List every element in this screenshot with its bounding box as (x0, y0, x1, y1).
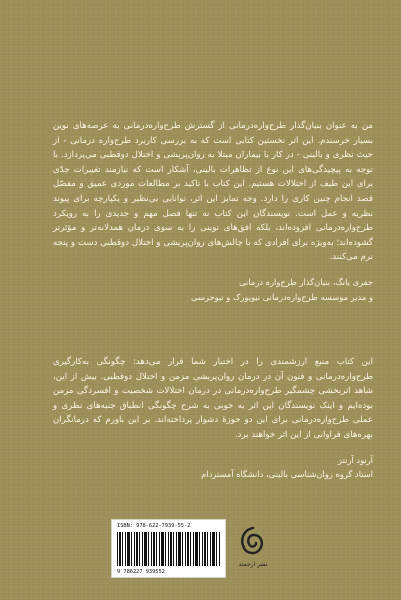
endorsement-author: آرنود آرنتز (338, 454, 373, 465)
isbn-barcode (111, 519, 226, 578)
endorsement-author-role: و مدیر موسسه طرح‌واره‌درمانی نیویورک و نیوجرسی (191, 291, 373, 302)
isbn-label: ISBN: 978-622-7939-55-2 (117, 523, 191, 529)
barcode-digits: 9 786227 939552 (117, 569, 165, 575)
publisher-name: نشر ارجمند (238, 561, 268, 568)
endorsement-text: این کتاب منبع ارزشمندی را در اختیار شما قرار می‌دهد: چگونگی به‌کارگیری طرح‌واره‌درمانی و فنون آن در درمان روان‌پریشی مزمن و اختلال دوقطبی. بیش از این، شاهد اثربخشی چشمگیر طرح‌واره‌درمانی در درمان اختلالات شخصیت و افسردگی مزمن بوده‌ایم و اینک نویسندگان این اثر به خوبی به شرح چگونگی انطباق جنبه‌های نظری و عملی طرح‌واره‌درمانی برای این دو حوزهٔ دشوار پرداخته‌اند. بر این باورم که درمانگران بهره‌های فراوانی از این اثر خواهند برد. (53, 357, 373, 440)
endorsement-author: جفری یانگ، بنیان‌گذار طرح‌واره درمانی (239, 276, 373, 287)
endorsement-text: من به عنوان بنیان‌گذار طرح‌واره‌درمانی از گسترش طرح‌واره‌درمانی به عرصه‌های نوین بسیار خرسندم. این اثر نخستین کتابی است که به بررسی کاربرد طرح‌واره درمانی - از حیث نظری و بالینی - در کار با بیماران مبتلا به روان‌پریشی و اختلال دوقطبی می‌پردازد. با توجه به پیچیدگی‌های این نوع از تظاهرات بالینی، آشکار است که نیازمند تغییرات جدّی برای این طیف از اختلالات هستیم. این کتاب با تاکید بر مطالعات موردی عمیق و مفصّل قصد انجام چنین کاری را دارد. وجه تمایز این اثر، توانایی بی‌نظیر و یکپارچه برای پیوند نظریه و عمل است. نویسندگان این کتاب نه تنها فصل مهم و جدیدی را به رویکرد طرح‌واره‌درمانی افزوده‌اند، بلکه افق‌های نوینی را به سوی درمان همدلانه‌تر و مؤثرتر گشوده‌اند؛ به‌ویژه برای افرادی که با چالش‌های روان‌پریشی و اختلال دوقطبی دست و پنجه نرم می‌کنند. (53, 121, 373, 263)
publisher-logo-icon (234, 522, 272, 570)
endorsement-young (53, 119, 373, 304)
endorsement-author-role: استاد گروه روان‌شناسی بالینی، دانشگاه آمستردام (201, 469, 373, 480)
endorsement-arntz (53, 355, 373, 482)
barcode-bars (117, 532, 220, 566)
